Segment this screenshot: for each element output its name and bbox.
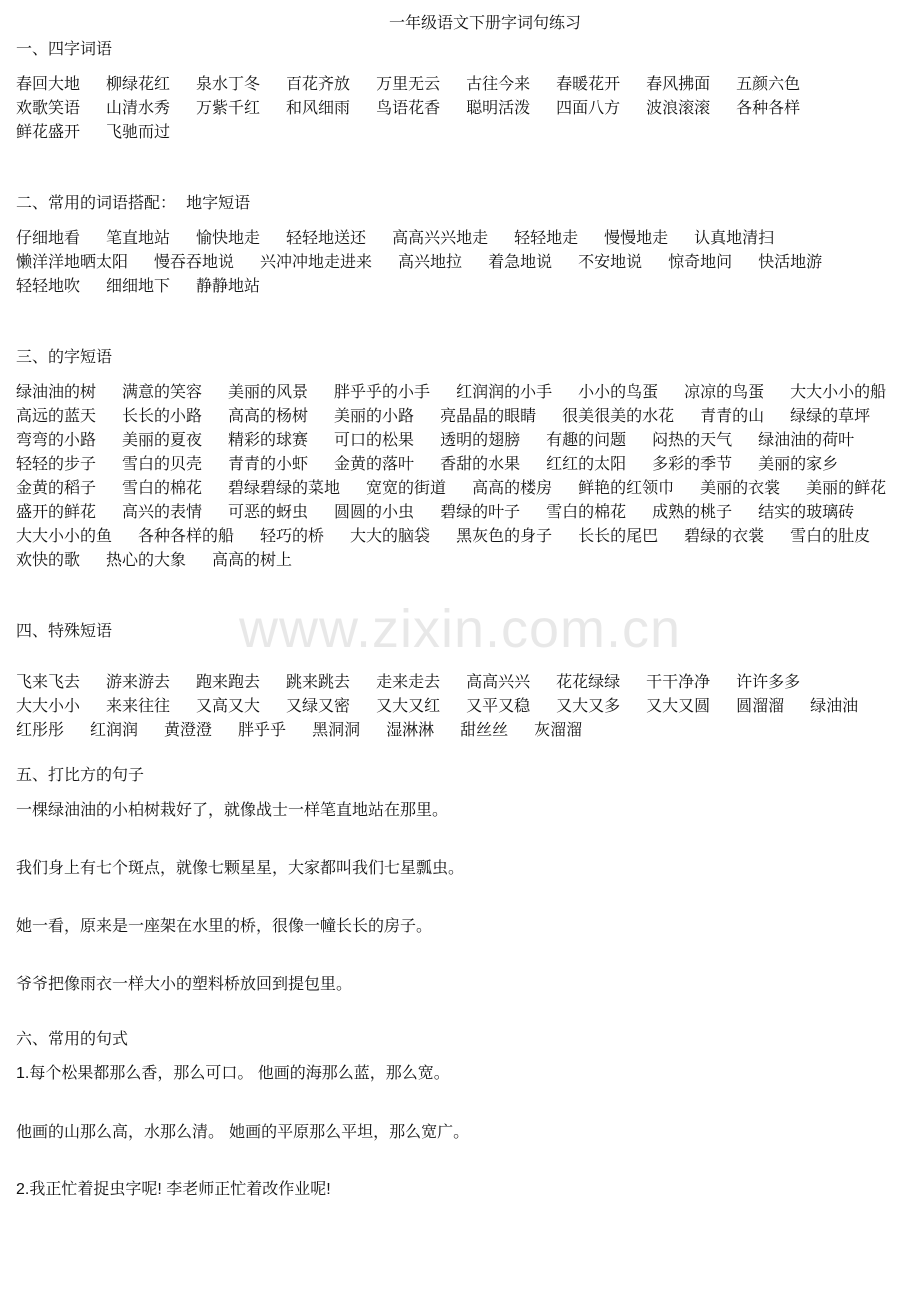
sentence: 一棵绿油油的小柏树栽好了，就像战士一样笔直地站在那里。: [16, 800, 449, 819]
section-special-phrases: [16, 618, 914, 742]
word-item: 春风拂面: [646, 74, 711, 93]
word-item: 惊奇地问: [668, 252, 733, 271]
word-item: 精彩的球赛: [228, 430, 309, 449]
word-item: 细细地下: [106, 276, 171, 295]
word-item: 红润润的小手: [456, 382, 553, 401]
word-item: 高高的树上: [212, 550, 293, 569]
section-heading: 三、的字短语: [16, 347, 113, 366]
word-item: 高高的楼房: [472, 478, 553, 497]
word-item: 美丽的夏夜: [122, 430, 203, 449]
word-item: 万里无云: [376, 74, 441, 93]
word-item: 又大又圆: [646, 696, 711, 715]
word-item: 碧绿的叶子: [440, 502, 521, 521]
word-list: [16, 380, 914, 572]
word-item: 小小的鸟蛋: [578, 382, 659, 401]
word-item: 各种各样: [736, 98, 801, 117]
word-item: 亮晶晶的眼睛: [440, 406, 537, 425]
word-item: 长长的尾巴: [578, 526, 659, 545]
section-heading: 一、四字词语: [16, 39, 113, 58]
word-item: 来来往往: [106, 696, 171, 715]
word-item: 绿油油: [810, 696, 859, 715]
word-item: 又平又稳: [466, 696, 531, 715]
word-item: 很美很美的水花: [562, 406, 675, 425]
word-item: 轻巧的桥: [260, 526, 325, 545]
word-item: 和风细雨: [286, 98, 351, 117]
word-item: 又高又大: [196, 696, 261, 715]
section-de-phrases: [16, 344, 914, 572]
word-item: 金黄的稻子: [16, 478, 97, 497]
word-item: 高远的蓝天: [16, 406, 97, 425]
word-item: 有趣的问题: [546, 430, 627, 449]
word-item: 长长的小路: [122, 406, 203, 425]
word-item: 美丽的家乡: [758, 454, 839, 473]
word-list: [16, 670, 914, 742]
word-item: 圆圆的小虫: [334, 502, 415, 521]
word-item: 美丽的小路: [334, 406, 415, 425]
section-heading: 二、常用的词语搭配： 地字短语: [16, 193, 251, 212]
watermark: www.zixin.com.cn: [238, 599, 682, 659]
word-item: 鲜艳的红领巾: [578, 478, 675, 497]
word-item: 鲜花盛开: [16, 122, 81, 141]
word-item: 轻轻地走: [514, 228, 579, 247]
word-item: 大大小小的船: [790, 382, 887, 401]
word-item: 波浪滚滚: [646, 98, 711, 117]
word-item: 大大小小: [16, 696, 81, 715]
word-item: 热心的大象: [106, 550, 187, 569]
sentence: 1.每个松果都那么香，那么可口。 他画的海那么蓝，那么宽。: [16, 1065, 450, 1082]
word-item: 轻轻地吹: [16, 276, 81, 295]
word-list: [16, 72, 914, 144]
word-item: 轻轻的步子: [16, 454, 97, 473]
word-item: 凉凉的鸟蛋: [684, 382, 765, 401]
word-item: 高兴地拉: [398, 252, 463, 271]
word-item: 聪明活泼: [466, 98, 531, 117]
word-item: 绿油油的树: [16, 382, 97, 401]
word-item: 满意的笑容: [122, 382, 203, 401]
word-item: 红彤彤: [16, 720, 65, 739]
word-item: 雪白的贝壳: [122, 454, 203, 473]
word-item: 愉快地走: [196, 228, 261, 247]
sentence: 爷爷把像雨衣一样大小的塑料桥放回到提包里。: [16, 974, 353, 993]
word-item: 大大小小的鱼: [16, 526, 113, 545]
word-item: 湿淋淋: [386, 720, 435, 739]
word-item: 青青的山: [700, 406, 765, 425]
word-item: 笔直地站: [106, 228, 171, 247]
word-item: 古往今来: [466, 74, 531, 93]
word-item: 碧绿的衣裳: [684, 526, 765, 545]
word-item: 山清水秀: [106, 98, 171, 117]
word-item: 高兴的表情: [122, 502, 203, 521]
word-item: 雪白的棉花: [122, 478, 203, 497]
word-item: 万紫千红: [196, 98, 261, 117]
word-item: 着急地说: [488, 252, 553, 271]
word-item: 绿油油的荷叶: [758, 430, 855, 449]
word-item: 静静地站: [196, 276, 261, 295]
word-item: 欢歌笑语: [16, 98, 81, 117]
word-item: 快活地游: [758, 252, 823, 271]
word-item: 大大的脑袋: [350, 526, 431, 545]
word-item: 飞驰而过: [106, 122, 171, 141]
word-item: 欢快的歌: [16, 550, 81, 569]
word-item: 结实的玻璃砖: [758, 502, 855, 521]
word-item: 弯弯的小路: [16, 430, 97, 449]
word-item: 游来游去: [106, 672, 171, 691]
word-item: 胖乎乎: [238, 720, 287, 739]
word-item: 胖乎乎的小手: [334, 382, 431, 401]
word-item: 又大又红: [376, 696, 441, 715]
word-item: 各种各样的船: [138, 526, 235, 545]
word-item: 黑灰色的身子: [456, 526, 553, 545]
word-item: 跑来跑去: [196, 672, 261, 691]
word-item: 慢吞吞地说: [154, 252, 235, 271]
sentence: 他画的山那么高，水那么清。 她画的平原那么平坦，那么宽广。: [16, 1122, 470, 1141]
word-item: 高高的杨树: [228, 406, 309, 425]
word-item: 百花齐放: [286, 74, 351, 93]
word-item: 五颜六色: [736, 74, 801, 93]
word-item: 红润润: [90, 720, 139, 739]
document-page: [16, 10, 914, 1222]
word-item: 慢慢地走: [604, 228, 669, 247]
word-item: 干干净净: [646, 672, 711, 691]
section-common-sentence-patterns: [16, 1026, 914, 1202]
word-item: 不安地说: [578, 252, 643, 271]
word-item: 金黄的落叶: [334, 454, 415, 473]
section-four-character-words: [16, 36, 914, 144]
word-item: 高高兴兴地走: [392, 228, 489, 247]
word-item: 多彩的季节: [652, 454, 733, 473]
word-item: 又绿又密: [286, 696, 351, 715]
document-title: 一年级语文下册字词句练习: [388, 13, 581, 32]
word-item: 香甜的水果: [440, 454, 521, 473]
word-item: 高高兴兴: [466, 672, 531, 691]
sentence: 她一看，原来是一座架在水里的桥，很像一幢长长的房子。: [16, 916, 433, 935]
word-item: 春回大地: [16, 74, 81, 93]
word-item: 懒洋洋地晒太阳: [16, 252, 129, 271]
word-item: 春暖花开: [556, 74, 621, 93]
sentence: 我们身上有七个斑点，就像七颗星星，大家都叫我们七星瓢虫。: [16, 858, 465, 877]
word-item: 许许多多: [736, 672, 801, 691]
section-simile-sentences: [16, 762, 914, 996]
word-item: 黑洞洞: [312, 720, 361, 739]
word-item: 宽宽的街道: [366, 478, 447, 497]
word-item: 碧绿碧绿的菜地: [228, 478, 341, 497]
word-item: 又大又多: [556, 696, 621, 715]
word-item: 绿绿的草坪: [790, 406, 871, 425]
sentence: 2.我正忙着捉虫字呢! 李老师正忙着改作业呢!: [16, 1181, 331, 1198]
word-item: 走来走去: [376, 672, 441, 691]
word-item: 认真地清扫: [694, 228, 775, 247]
section-heading: 四、特殊短语: [16, 621, 113, 640]
word-item: 可恶的蚜虫: [228, 502, 309, 521]
word-item: 美丽的鲜花: [806, 478, 887, 497]
word-item: 雪白的肚皮: [790, 526, 871, 545]
word-item: 灰溜溜: [534, 720, 583, 739]
section-heading: 五、打比方的句子: [16, 765, 145, 784]
word-item: 美丽的风景: [228, 382, 309, 401]
word-item: 四面八方: [556, 98, 621, 117]
word-item: 飞来飞去: [16, 672, 81, 691]
section-di-phrases: [16, 190, 914, 298]
word-item: 红红的太阳: [546, 454, 627, 473]
word-item: 青青的小虾: [228, 454, 309, 473]
word-item: 兴冲冲地走进来: [260, 252, 373, 271]
word-item: 美丽的衣裳: [700, 478, 781, 497]
word-item: 轻轻地送还: [286, 228, 367, 247]
word-item: 可口的松果: [334, 430, 415, 449]
word-item: 闷热的天气: [652, 430, 733, 449]
word-item: 泉水丁冬: [196, 74, 261, 93]
word-item: 盛开的鲜花: [16, 502, 97, 521]
word-item: 黄澄澄: [164, 720, 213, 739]
word-item: 雪白的棉花: [546, 502, 627, 521]
word-item: 透明的翅膀: [440, 430, 521, 449]
word-item: 仔细地看: [16, 228, 81, 247]
word-item: 跳来跳去: [286, 672, 351, 691]
word-item: 鸟语花香: [376, 98, 441, 117]
word-item: 甜丝丝: [460, 720, 509, 739]
section-heading: 六、常用的句式: [16, 1029, 129, 1048]
word-item: 柳绿花红: [106, 74, 171, 93]
word-item: 圆溜溜: [736, 696, 785, 715]
word-item: 成熟的桃子: [652, 502, 733, 521]
word-list: [16, 226, 914, 298]
word-item: 花花绿绿: [556, 672, 621, 691]
